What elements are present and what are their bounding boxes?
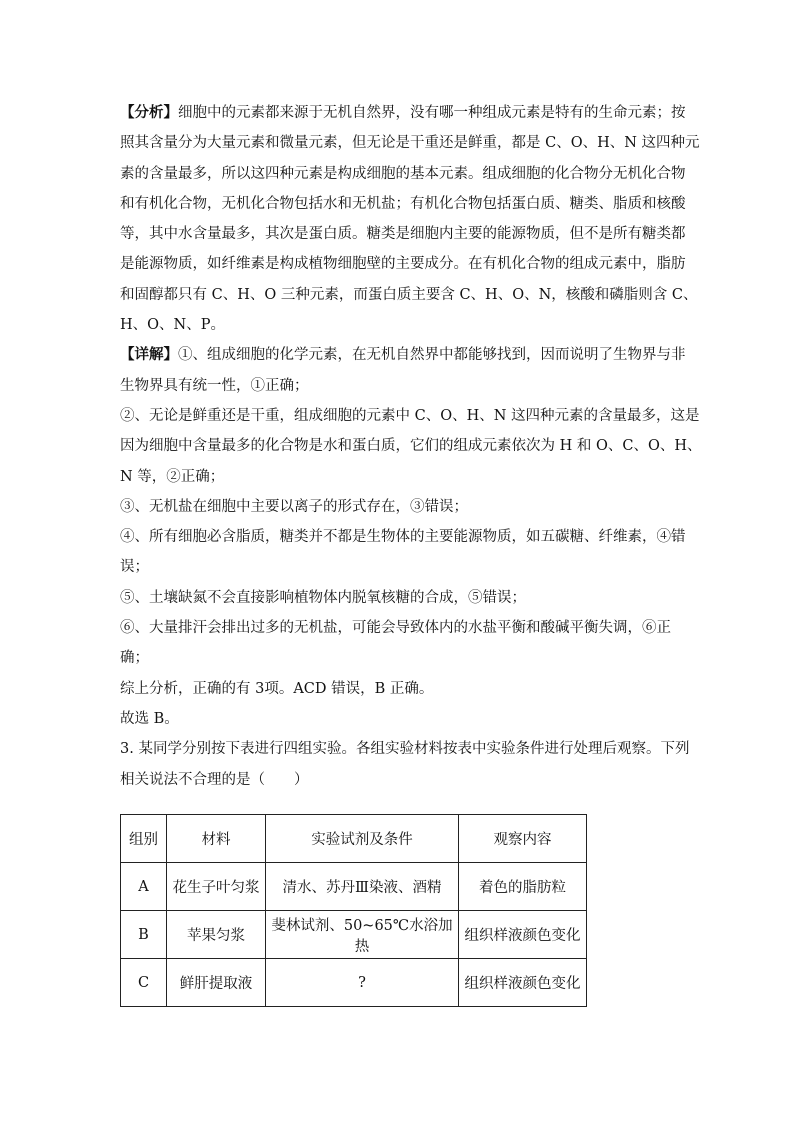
table-cell: ?	[266, 959, 459, 1007]
table-header-row	[121, 815, 587, 863]
detail-line-6: ④、所有细胞必含脂质，糖类并不都是生物体的主要能源物质，如五碳糖、纤维素，④错	[120, 529, 686, 546]
answer-text	[120, 98, 702, 795]
detail-line-3: 因为细胞中含量最多的化合物是水和蛋白质，它们的组成元素依次为 H 和 O、C、O、H、	[120, 438, 702, 455]
detail-line-12: 故选 B。	[120, 710, 179, 727]
detail-line-0: 【详解】①、组成细胞的化学元素，在无机自然界中都能够找到，因而说明了生物界与非	[120, 346, 686, 364]
analysis-tag: 【分析】	[120, 104, 178, 121]
table-header-cell: 观察内容	[459, 815, 587, 863]
analysis-line-3: 和有机化合物，无机化合物包括水和无机盐；有机化合物包括蛋白质、糖类、脂质和核酸	[120, 195, 686, 212]
table-cell: 鲜肝提取液	[167, 959, 266, 1007]
analysis-line-6: 和固醇都只有 C、H、O 三种元素，而蛋白质主要含 C、H、O、N，核酸和磷脂则含 C、	[120, 286, 698, 303]
analysis-line-1: 照其含量分为大量元素和微量元素，但无论是干重还是鲜重，都是 C、O、H、N 这四种元	[120, 135, 700, 152]
detail-line-1: 生物界具有统一性，①正确；	[120, 377, 309, 394]
detail-line-5: ③、无机盐在细胞中主要以离子的形式存在，③错误；	[120, 498, 468, 515]
detail-line-7: 误；	[120, 559, 149, 576]
detail-line-8: ⑤、土壤缺氮不会直接影响植物体内脱氧核糖的合成，⑤错误；	[120, 589, 526, 606]
analysis-line-5: 是能源物质，如纤维素是构成植物细胞壁的主要成分。在有机化合物的组成元素中，脂肪	[120, 256, 686, 273]
question-line-1: 相关说法不合理的是（ ）	[120, 771, 309, 788]
question-line-0: 3. 某同学分别按下表进行四组实验。各组实验材料按表中实验条件进行处理后观察。下列	[120, 741, 690, 758]
table-cell: B	[121, 911, 167, 959]
table-row	[121, 863, 587, 911]
table-header-cell: 实验试剂及条件	[266, 815, 459, 863]
detail-tag: 【详解】	[120, 346, 178, 364]
analysis-line-0: 【分析】细胞中的元素都来源于无机自然界，没有哪一种组成元素是特有的生命元素；按	[120, 104, 686, 121]
table-cell: 斐林试剂、50~65℃水浴加热	[266, 911, 459, 959]
table-row	[121, 959, 587, 1007]
table-cell: A	[121, 863, 167, 911]
detail-line-4: N 等，②正确；	[120, 468, 225, 485]
detail-line-10: 确；	[120, 650, 149, 667]
table-cell: 花生子叶匀浆	[167, 863, 266, 911]
experiment-table	[120, 814, 587, 1007]
detail-line-11: 综上分析，正确的有 3项。ACD 错误，B 正确。	[120, 680, 434, 697]
table-cell: C	[121, 959, 167, 1007]
table-row	[121, 911, 587, 959]
analysis-line-2: 素的含量最多，所以这四种元素是构成细胞的基本元素。组成细胞的化合物分无机化合物	[120, 165, 686, 182]
table-cell: 苹果匀浆	[167, 911, 266, 959]
table-cell: 组织样液颜色变化	[459, 911, 587, 959]
table-cell: 着色的脂肪粒	[459, 863, 587, 911]
analysis-line-4: 等，其中水含量最多，其次是蛋白质。糖类是细胞内主要的能源物质，但不是所有糖类都	[120, 226, 686, 243]
table-header-cell: 组别	[121, 815, 167, 863]
table-cell: 组织样液颜色变化	[459, 959, 587, 1007]
table-header-cell: 材料	[167, 815, 266, 863]
detail-line-9: ⑥、大量排汗会排出过多的无机盐，可能会导致体内的水盐平衡和酸碱平衡失调，⑥正	[120, 620, 671, 637]
table-cell: 清水、苏丹Ⅲ染液、酒精	[266, 863, 459, 911]
analysis-line-7: H、O、N、P。	[120, 317, 225, 334]
detail-line-2: ②、无论是鲜重还是干重，组成细胞的元素中 C、O、H、N 这四种元素的含量最多，这是	[120, 407, 700, 424]
